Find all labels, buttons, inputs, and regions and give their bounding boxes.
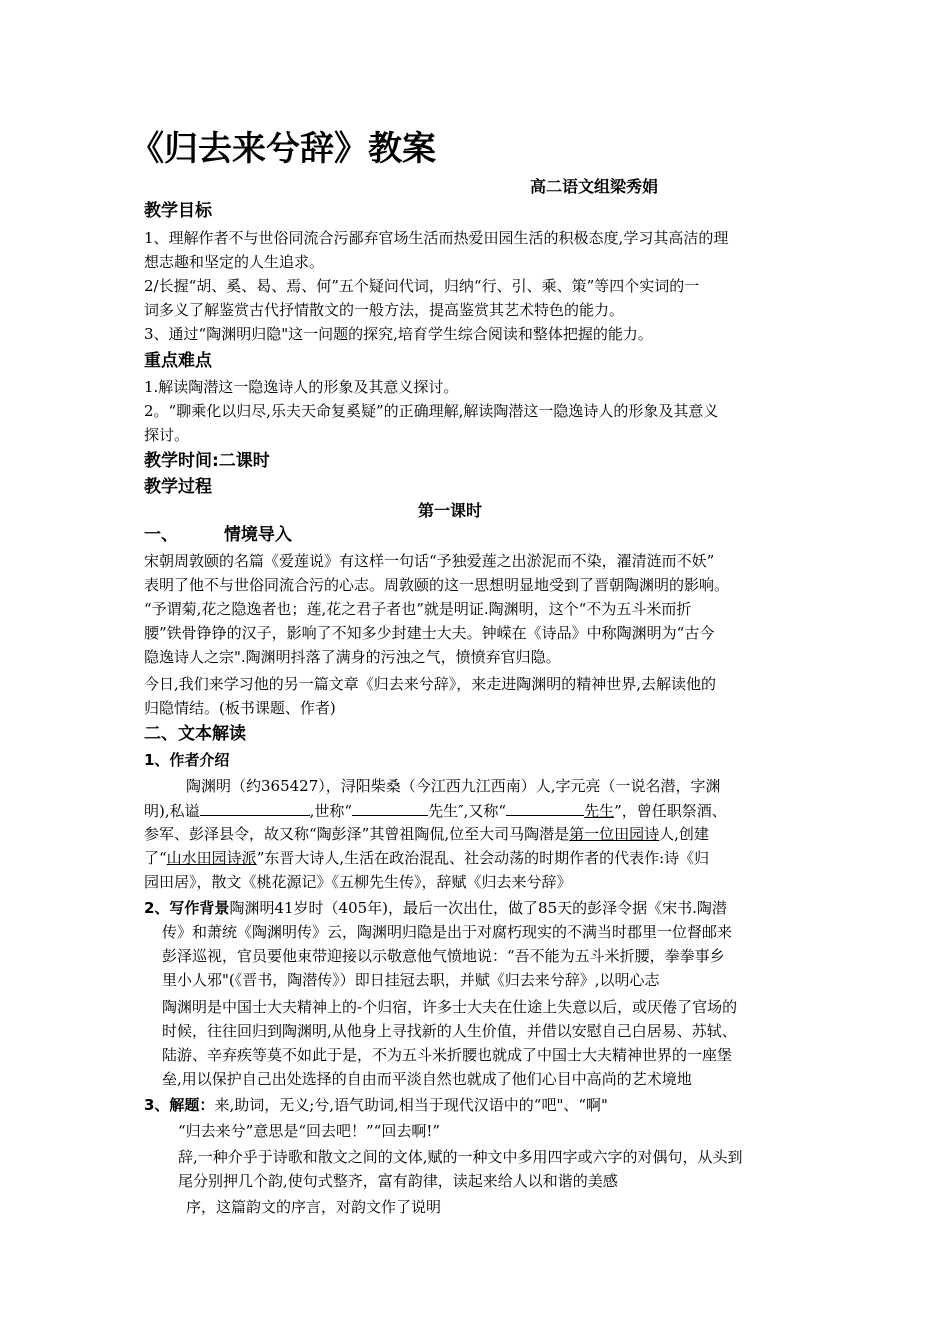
text-run: 了“ — [144, 849, 167, 867]
author-intro-line — [144, 847, 810, 869]
process-heading: 教学过程 — [144, 477, 212, 497]
intro-line: 今日,我们来学习他的另一篇文章《归去来兮辞》，来走进陶渊明的精神世界,去解读他的 — [144, 675, 717, 693]
text-run: 来,助词，无义;兮,语气助词,相当于现代汉语中的“吧"、“啊" — [214, 1096, 608, 1114]
title-explanation-line — [144, 1094, 810, 1116]
intro-line: 隐逸诗人之宗".陶渊明抖落了满身的污浊之气，愤愤弃官归隐。 — [144, 648, 561, 666]
title-explanation-line: 序，这篇韵文的序言，对韵文作了说明 — [186, 1198, 442, 1216]
author-intro-line: 园田居》，散文《桃花源记》《五柳先生传》，辞赋《归去来兮辞》 — [144, 873, 572, 891]
difficulty-line: 2。“聊乘化以归尽,乐夫天命复奚疑”的正确理解,解读陶潜这一隐逸诗人的形象及其意义 — [144, 402, 719, 420]
text-run: ”东晋大诗人,生活在政治混乱、社会动荡的时期作者的代表作:诗《归 — [256, 849, 710, 867]
background-line: 陶渊明是中国士大夫精神上的-个归宿，许多士大夫在仕途上失意以后，或厌倦了官场的 — [162, 998, 738, 1016]
blank-line — [506, 799, 584, 816]
title-explanation-heading: 3、解题： — [144, 1096, 215, 1114]
text-run: 明),私谥 — [144, 802, 200, 820]
author-intro-line: 陶渊明（约365427），浔阳柴桑（今江西九江西南）人,字元亮（一说名潜，字渊 — [186, 777, 721, 795]
text-run: 人,创建 — [659, 825, 709, 843]
goals-line: 想志趣和坚定的人生追求。 — [144, 253, 325, 271]
blank-line — [352, 799, 428, 816]
intro-line: 表明了他不与世俗同流合污的心志。周敦颐的这一思想明显地受到了晋朝陶渊明的影响。 — [144, 576, 730, 594]
intro-line: 宋朝周敦颐的名篇《爱莲说》有这样一句话“予独爱莲之出淤泥而不染，濯清涟而不妖” — [144, 552, 715, 570]
difficulty-line: 探讨。 — [144, 426, 190, 444]
underlined-term: 第一位田园诗 — [569, 825, 660, 843]
background-line — [144, 897, 810, 919]
blank-line — [200, 799, 310, 816]
document-title: 《归去来兮辞》教案 — [130, 129, 436, 169]
text-run: 陶渊明41岁时（405年)，最后一次出仕，做了85天的彭泽令据《宋书.陶潜 — [229, 899, 727, 917]
text-run: 先生 — [584, 802, 615, 820]
background-line: 里小人邪"(《晋书，陶潜传》）即日挂冠去职，并赋《归去来兮辞》,以明心志 — [162, 971, 660, 989]
section-title: 情境导入 — [223, 525, 292, 545]
author-intro-line — [144, 799, 810, 822]
goals-heading: 教学目标 — [144, 201, 212, 221]
author-intro-heading: 1、作者介绍 — [144, 751, 230, 769]
lesson-one-heading: 第一课时 — [417, 501, 482, 520]
background-line: 陆游、辛弃疾等莫不如此于是，不为五斗米折腰也就成了中国士大夫精神世界的一座堡 — [162, 1046, 733, 1064]
background-line: 彭泽巡视，官员要他束带迎接以示敬意他气愤地说：“吾不能为五斗米折腰，拳拳事乡 — [162, 947, 725, 965]
text-run: ”，曾任职祭酒、 — [614, 802, 727, 820]
section-two-heading: 二、文本解读 — [144, 724, 246, 744]
difficulty-line: 1.解读陶潜这一隐逸诗人的形象及其意义探讨。 — [144, 378, 459, 396]
text-run: 参军、彭泽县令，故又称“陶彭泽”其曾祖陶侃,位至大司马陶潜是 — [144, 825, 570, 843]
goals-line: 2/长握“胡、奚、曷、焉、何”五个疑问代词，归纳“行、引、乘、策”等四个实词的一 — [144, 277, 700, 295]
background-line: 垒,用以保护自己出处选择的自由而平淡自然也就成了他们心目中高尚的艺术境地 — [162, 1070, 692, 1088]
background-heading: 2、写作背景 — [144, 899, 230, 917]
title-explanation-line: 辞,一种介乎于诗歌和散文之间的文体,赋的一种文中多用四字或六字的对偶句，从头到 — [178, 1148, 743, 1166]
underlined-term: 山水田园诗派 — [166, 849, 257, 867]
title-explanation-line: “归去来兮”意思是“回去吧！”“回去啊!” — [178, 1122, 441, 1140]
goals-line: 词多义了解鉴赏古代抒情散文的一般方法，提高鉴赏其艺术特色的能力。 — [144, 301, 625, 319]
goals-line: 3、通过“陶渊明归隐"这一问题的探究,培育学生综合阅读和整体把握的能力。 — [144, 325, 653, 343]
section-one-heading — [144, 524, 810, 546]
text-run: 先生″,又称“ — [428, 802, 507, 820]
goals-line: 1、理解作者不与世俗同流合污鄙弃官场生活而热爱田园生活的积极态度,学习其高洁的理 — [144, 229, 729, 247]
author-line: 高二语文组梁秀娟 — [530, 177, 659, 196]
background-line: 传》和萧统《陶渊明传》云，陶渊明归隐是出于对腐朽现实的不满当时郡里一位督邮来 — [162, 923, 733, 941]
background-line: 时候，往往回归到陶渊明,从他身上寻找新的人生价值，并借以安慰自己白居易、苏轼、 — [162, 1022, 737, 1040]
intro-line: 归隐情结。(板书课题、作者) — [144, 699, 336, 717]
title-explanation-line: 尾分别押几个韵,使句式整齐，富有韵律，读起来给人以和谐的美感 — [178, 1172, 618, 1190]
teaching-time: 教学时间:二课时 — [144, 451, 270, 471]
author-intro-line — [144, 823, 810, 845]
text-run: ,世称“ — [309, 802, 353, 820]
intro-line: “予谓菊,花之隐逸者也；莲,花之君子者也”就是明证.陶渊明，这个“不为五斗米而折 — [144, 600, 692, 618]
intro-line: 腰”铁骨铮铮的汉子，影响了不知多少封建士大夫。钟嵘在《诗品》中称陶渊明为“古今 — [144, 624, 715, 642]
section-number: 一、 — [144, 525, 178, 545]
difficulty-heading: 重点难点 — [144, 351, 212, 371]
